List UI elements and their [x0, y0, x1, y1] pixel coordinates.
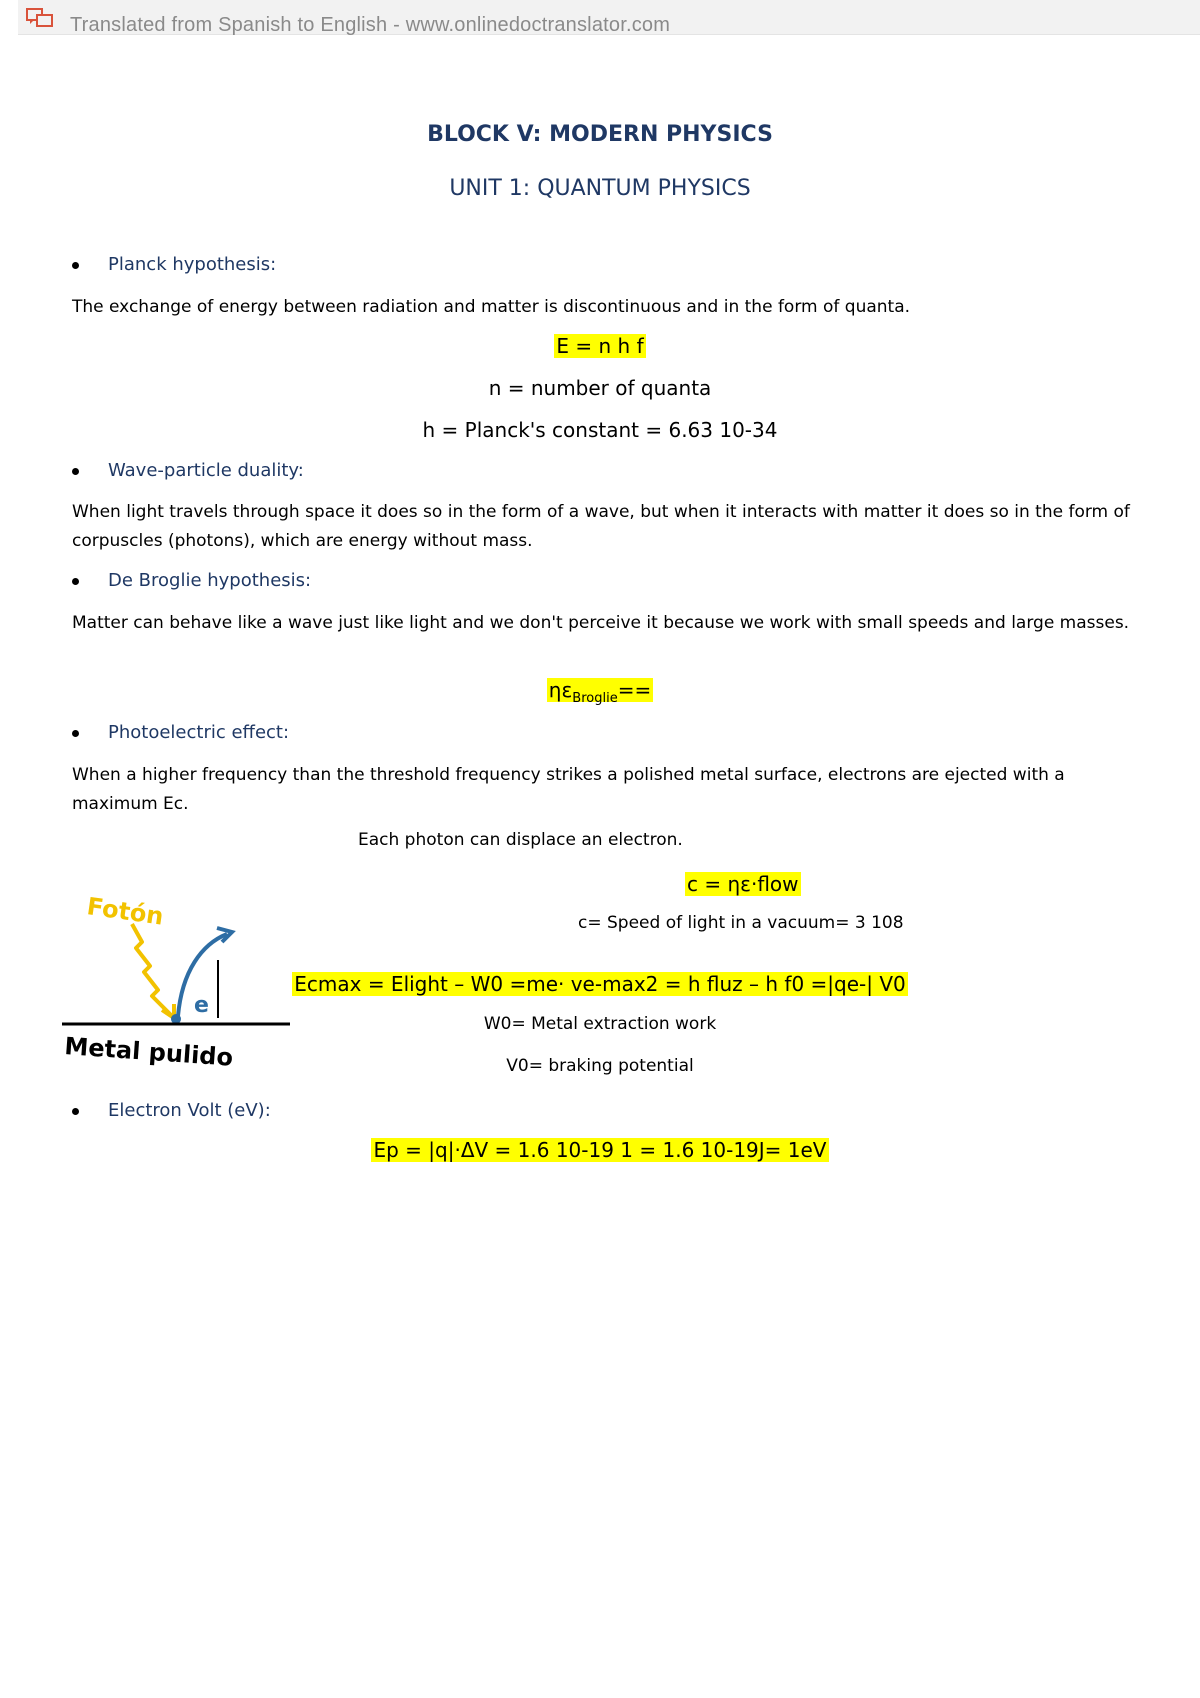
debroglie-formula-main: ηε — [548, 678, 573, 702]
photoelectric-heading-label: Photoelectric effect: — [108, 722, 290, 743]
bullet-icon — [72, 578, 79, 585]
speed-definition: c= Speed of light in a vacuum= 3 108 — [578, 913, 904, 933]
sketch-photon-label: Fotón — [85, 892, 166, 931]
photoelectric-formula — [0, 972, 1200, 996]
planck-def-n: n = number of quanta — [488, 376, 712, 400]
electronvolt-formula-text: Ep = |q|·ΔV = 1.6 10-19 1 = 1.6 10-19J= 1eV — [373, 1138, 827, 1162]
debroglie-heading-label: De Broglie hypothesis: — [108, 570, 312, 591]
bullet-icon — [72, 730, 79, 737]
w0-definition: W0= Metal extraction work — [483, 1014, 717, 1034]
speed-formula — [685, 872, 801, 896]
bullet-icon — [72, 1108, 79, 1115]
debroglie-formula — [0, 678, 1200, 706]
electronvolt-heading-label: Electron Volt (eV): — [108, 1100, 271, 1121]
planck-text: The exchange of energy between radiation and matter is discontinuous and in the form of quanta. — [72, 297, 911, 317]
block-title: BLOCK V: MODERN PHYSICS — [427, 122, 773, 147]
photon-wave-line — [132, 924, 172, 1016]
debroglie-text: Matter can behave like a wave just like light and we don't perceive it because we work with small speeds and large masses. — [72, 613, 1130, 633]
planck-formula — [0, 334, 1200, 358]
sketch-electron-label: e — [194, 993, 209, 1018]
electronvolt-formula — [0, 1138, 1200, 1162]
planck-formula-text: E = n h f — [556, 334, 644, 358]
bullet-icon — [72, 262, 79, 269]
banner-text: Translated from Spanish to English - www.onlinedoctranslator.com — [70, 14, 671, 36]
duality-text: When light travels through space it does so in the form of a wave, but when it interacts with matter it does so in the form of corpuscles (photons), which are energy without mass. — [72, 502, 1130, 551]
v0-definition: V0= braking potential — [506, 1056, 694, 1076]
debroglie-formula-sub: Broglie — [572, 691, 618, 706]
photon-note: Each photon can displace an electron. — [358, 830, 683, 850]
duality-heading-label: Wave-particle duality: — [108, 460, 304, 481]
planck-def-h: h = Planck's constant = 6.63 10-34 — [422, 418, 778, 442]
unit-title: UNIT 1: QUANTUM PHYSICS — [449, 176, 751, 201]
sketch-metal-label: Metal pulido — [63, 1032, 234, 1072]
debroglie-formula-end: == — [617, 678, 652, 702]
photoelectric-formula-text: Ecmax = Elight – W0 =me· ve-max2 = h fluz – h f0 =|qe-| V0 — [294, 972, 906, 996]
bullet-icon — [72, 468, 79, 475]
planck-heading-label: Planck hypothesis: — [108, 254, 277, 275]
photoelectric-text: When a higher frequency than the threshold frequency strikes a polished metal surface, electrons are ejected with a maximum Ec. — [72, 765, 1065, 814]
speed-formula-text: c = ηε·flow — [687, 872, 799, 896]
debroglie-formula-text — [547, 678, 653, 706]
